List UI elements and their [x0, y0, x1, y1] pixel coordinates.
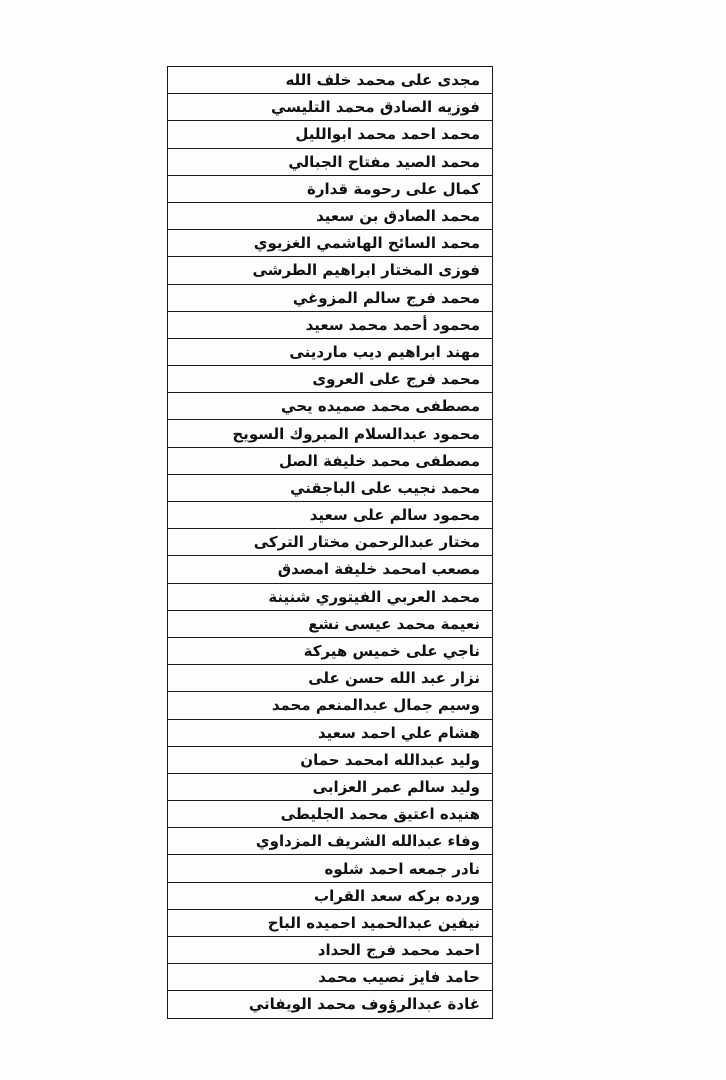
table-row: [168, 692, 493, 719]
table-row: [168, 909, 493, 936]
table-row: [168, 366, 493, 393]
name-cell: كمال على رحومة قدارة: [168, 175, 493, 202]
name-cell: مصطفى محمد صميده يحي: [168, 393, 493, 420]
table-row: [168, 665, 493, 692]
table-row: [168, 148, 493, 175]
table-row: [168, 311, 493, 338]
name-cell: محمد الصادق بن سعيد: [168, 202, 493, 229]
name-cell: نيفين عبدالحميد احميده الباح: [168, 909, 493, 936]
name-cell: ورده بركه سعد القراب: [168, 882, 493, 909]
name-cell: محمد احمد محمد ابوالليل: [168, 121, 493, 148]
table-row: [168, 94, 493, 121]
name-cell: وليد سالم عمر العزابى: [168, 773, 493, 800]
name-cell: محمود سالم على سعيد: [168, 502, 493, 529]
name-cell: محمد فرج سالم المزوغي: [168, 284, 493, 311]
table-row: [168, 529, 493, 556]
table-row: [168, 230, 493, 257]
name-cell: نعيمة محمد عيسى نشع: [168, 610, 493, 637]
name-cell: هنيده اعتيق محمد الجليطى: [168, 801, 493, 828]
table-row: [168, 937, 493, 964]
table-row: [168, 610, 493, 637]
table-row: [168, 637, 493, 664]
table-row: [168, 801, 493, 828]
table-row: [168, 420, 493, 447]
table-row: [168, 583, 493, 610]
name-cell: ناجي على خميس هيركة: [168, 637, 493, 664]
names-table: [167, 66, 493, 1019]
name-cell: نادر جمعه احمد شلوه: [168, 855, 493, 882]
name-cell: وفاء عبدالله الشريف المزداوي: [168, 828, 493, 855]
name-cell: محمود أحمد محمد سعيد: [168, 311, 493, 338]
name-cell: حامد فايز نصيب محمد: [168, 964, 493, 991]
name-cell: مجدى على محمد خلف الله: [168, 67, 493, 94]
table-row: [168, 828, 493, 855]
name-cell: محمد فرج على العروى: [168, 366, 493, 393]
name-cell: غادة عبدالرؤوف محمد الويفاتي: [168, 991, 493, 1018]
name-cell: مهند ابراهيم ديب ماردينى: [168, 338, 493, 365]
table-row: [168, 284, 493, 311]
name-cell: وسيم جمال عبدالمنعم محمد: [168, 692, 493, 719]
table-row: [168, 175, 493, 202]
table-row: [168, 447, 493, 474]
table-row: [168, 746, 493, 773]
name-cell: محمد العربي الفيتوري شنينة: [168, 583, 493, 610]
table-row: [168, 202, 493, 229]
table-row: [168, 855, 493, 882]
table-row: [168, 257, 493, 284]
name-cell: مختار عبدالرحمن مختار التركى: [168, 529, 493, 556]
table-row: [168, 991, 493, 1018]
name-cell: محمد السائح الهاشمي الغزيوي: [168, 230, 493, 257]
name-cell: احمد محمد فرج الحداد: [168, 937, 493, 964]
table-row: [168, 338, 493, 365]
name-cell: مصطفى محمد خليفة الصل: [168, 447, 493, 474]
name-cell: محمود عبدالسلام المبروك السويح: [168, 420, 493, 447]
name-cell: هشام علي احمد سعيد: [168, 719, 493, 746]
table-row: [168, 719, 493, 746]
name-cell: محمد الصيد مفتاح الجبالي: [168, 148, 493, 175]
name-cell: فوزيه الصادق محمد التليسي: [168, 94, 493, 121]
table-row: [168, 502, 493, 529]
table-row: [168, 556, 493, 583]
table-row: [168, 773, 493, 800]
table-row: [168, 882, 493, 909]
table-row: [168, 964, 493, 991]
table-row: [168, 474, 493, 501]
table-row: [168, 121, 493, 148]
name-cell: نزار عبد الله حسن على: [168, 665, 493, 692]
name-cell: وليد عبدالله امحمد حمان: [168, 746, 493, 773]
name-cell: مصعب امحمد خليفة امصدق: [168, 556, 493, 583]
name-cell: محمد نجيب على الباجقني: [168, 474, 493, 501]
table-row: [168, 67, 493, 94]
name-cell: فوزى المختار ابراهيم الطرشى: [168, 257, 493, 284]
table-row: [168, 393, 493, 420]
